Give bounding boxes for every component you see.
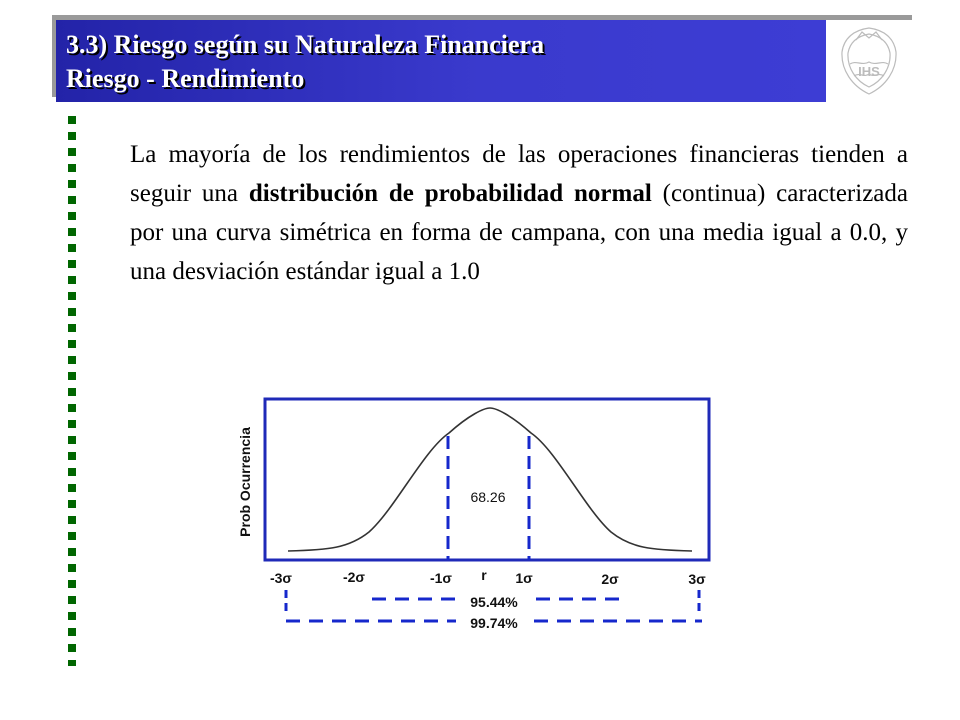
body-text-part2: (continua) caracterizada por una curva simétrica en forma de campana, con una media igual a 0.0, y una desviación estándar igual a 1.0 — [130, 180, 908, 285]
tick-minus-2sigma: -2σ — [342, 569, 366, 585]
university-logo — [826, 20, 912, 102]
tick-minus-3sigma: -3σ — [269, 570, 293, 586]
body-text-part1: La mayoría de los rendimientos de las operaciones financieras tienden a seguir una — [130, 141, 908, 207]
tick-plus-1sigma: 1σ — [515, 570, 533, 586]
slide-title — [56, 28, 826, 96]
bell-curve — [288, 408, 692, 551]
crest-icon — [826, 20, 912, 102]
mean-label: r — [481, 567, 487, 583]
tick-plus-2sigma: 2σ — [601, 571, 619, 587]
tick-plus-3sigma: 3σ — [688, 571, 706, 587]
dotted-divider — [68, 116, 76, 666]
center-area-label: 68.26 — [470, 489, 506, 505]
title-line-1: 3.3) Riesgo según su Naturaleza Financiera — [66, 30, 545, 59]
band-99-label: 99.74% — [470, 615, 518, 631]
body-paragraph — [130, 135, 908, 291]
title-line-2: Riesgo - Rendimiento — [66, 64, 305, 93]
crest-letters: IHS — [858, 64, 880, 79]
normal-distribution-figure — [224, 390, 724, 638]
tick-minus-1sigma: -1σ — [429, 570, 453, 586]
y-axis-label: Prob Ocurrencia — [237, 427, 253, 537]
band-95-label: 95.44% — [470, 594, 518, 610]
body-bold-term: distribución de probabilidad normal — [248, 180, 652, 207]
plot-frame — [265, 399, 709, 560]
